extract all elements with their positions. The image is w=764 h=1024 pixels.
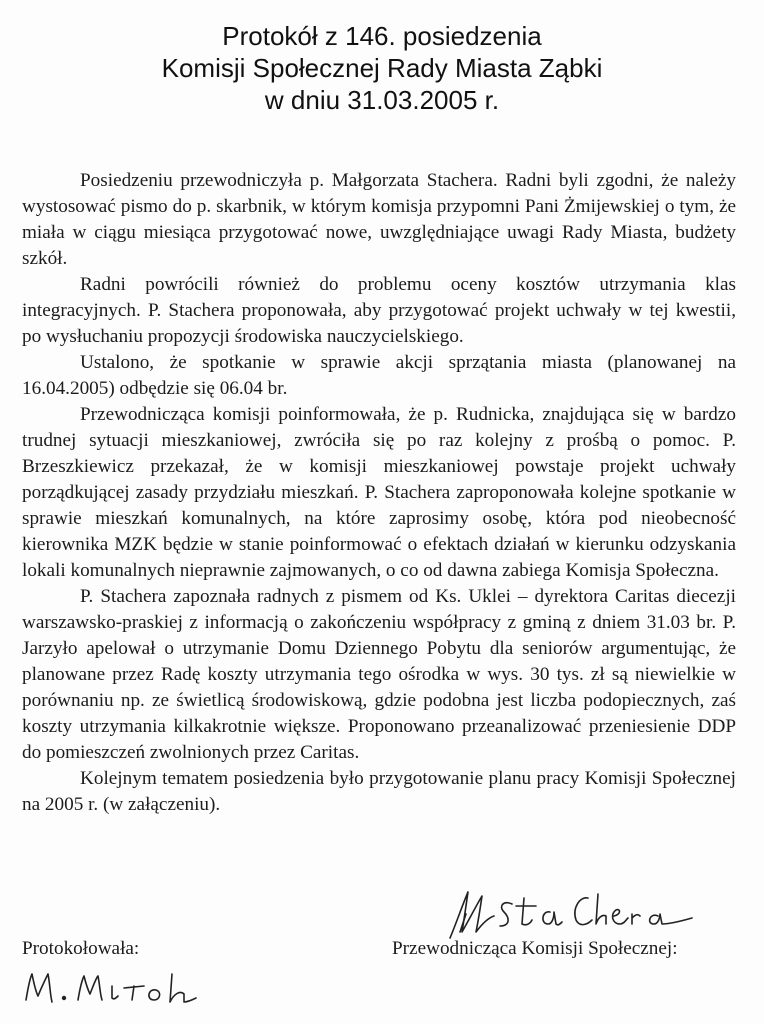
recorder-label: Protokołowała: [22, 938, 140, 959]
title-line-1: Protokół z 146. posiedzenia [222, 21, 542, 51]
paragraph-1: Posiedzeniu przewodniczyła p. Małgorzata Stachera. Radni byli zgodni, że należy wystosować pismo do p. skarbnik, w którym komisja przypomni Pani Żmijewskiej o tym, że miała w ciągu miesiąca przygotować nowe, uwzględniające uwagi Rady Miasta, budżety szkół. [22, 170, 736, 269]
title-line-2: Komisji Społecznej Rady Miasta Ząbki [161, 53, 603, 83]
chair-signature [446, 884, 696, 944]
document-body [22, 168, 736, 818]
paragraph-2: Radni powrócili również do problemu oceny kosztów utrzymania klas integracyjnych. P. Stachera proponowała, aby przygotować projekt uchwały w tej kwestii, po wysłuchaniu propozycji środowiska nauczycielskiego. [22, 274, 736, 347]
document-title [0, 20, 764, 116]
paragraph-4: Przewodnicząca komisji poinformowała, że p. Rudnicka, znajdująca się w bardzo trudnej sytuacji mieszkaniowej, zwróciła się po raz kolejny z prośbą o pomoc. P. Brzeszkiewicz przekazał, że w komisji mieszkaniowej powstaje projekt uchwały porządkującej zasady przydziału mieszkań. P. Stachera zaproponowała kolejne spotkanie w sprawie mieszkań komunalnych, na które zaprosimy osobę, która pod nieobecność kierownika MZK będzie w stanie poinformować o efektach działań w kierunku odzyskania lokali komunalnych nieprawnie zajmowanych, o co od dawna zabiega Komisja Społeczna. [22, 404, 736, 581]
chair-label: Przewodnicząca Komisji Społecznej: [392, 938, 678, 959]
title-line-3: w dniu 31.03.2005 r. [264, 85, 500, 115]
recorder-signature [20, 966, 200, 1016]
paragraph-5: P. Stachera zapoznała radnych z pismem od Ks. Uklei – dyrektora Caritas diecezji warszawsko-praskiej z informacją o zakończeniu współpracy z gminą z dniem 31.03 br. P. Jarzyło apelował o utrzymanie Domu Dziennego Pobytu dla seniorów argumentując, że planowane przez Radę koszty utrzymania tego ośrodka w wys. 30 tys. zł są niewielkie w porównaniu np. ze świetlicą środowiskową, gdzie podobna jest liczba podopiecznych, zaś koszty utrzymania kilkakrotnie większe. Proponowano przeanalizować przeniesienie DDP do pomieszczeń zwolnionych przez Caritas. [22, 586, 736, 763]
paragraph-6: Kolejnym tematem posiedzenia było przygotowanie planu pracy Komisji Społecznej na 2005 r. (w załączeniu). [22, 768, 736, 815]
paragraph-3: Ustalono, że spotkanie w sprawie akcji sprzątania miasta (planowanej na 16.04.2005) odbędzie się 06.04 br. [22, 352, 736, 399]
